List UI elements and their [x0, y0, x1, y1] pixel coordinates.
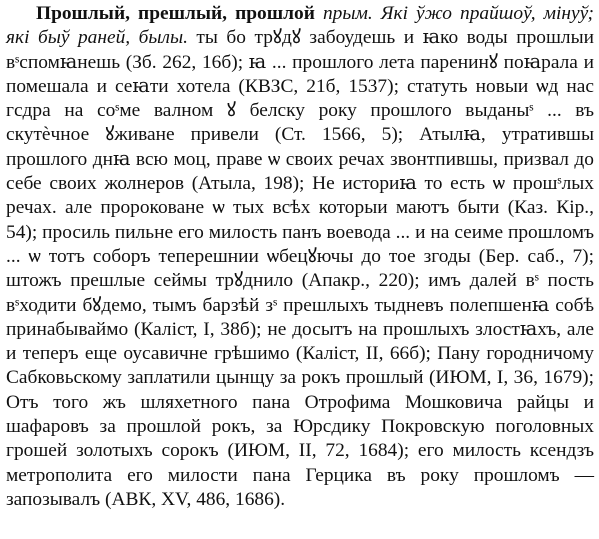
gloss-russian: былы.: [138, 27, 188, 49]
gloss-belarusian: Які ўжо прайшоў, мінуў; які быў раней,: [6, 3, 594, 49]
dictionary-entry: [6, 2, 594, 512]
entry-citations: ты бо трꙋдꙋ забоудешь и ꙗко воды прошлыи вˢспомꙗнешь (Зб. 262, 16б); ꙗ ... прошлого лета паренинꙋ поꙗрала и помешала и сеꙗти хотела (КВЗС, 21б, 1537); статуть новыи ѡд нас гсдра на соˢме валном ꙋ белску року прошлого выданыˢ ... въ скутѐчное ꙋживане привели (Ст. 1566, 5); Атылꙗ, утратившы прошлого днꙗ всю моц, праве ѡ своих речах звонтпившы, призвал до себе своих жолнеров (Атыла, 198); Не историꙗ то есть ѡ прошˢлых речах. але пророковане ѡ тых всѣх которыи маютъ быти (Каз. Кір., 54); просиль пильне его милость панъ воевода ... и на сеиме прошломъ ... ѡ тотъ соборъ теперешнии ѡбецꙋючы до тое згоды (Бер. саб., 7); штожъ прешлые сеймы трꙋднило (Апакр., 220); имъ далей вˢ пость вˢходити бꙋдемо, тымъ барзѣй зˢ прешлыхъ тыдневъ полепшенꙗ собѣ принабываймо (Каліст, I, 38б); не досытъ на прошлыхъ злостꙗхъ, але и теперъ еще оусавичне грѣшимо (Каліст, II, 66б); Пану городничому Сабковьскому заплатили цынщу за рокъ прошлый (ИЮМ, I, 36, 1679); Отъ того жъ шляхетного пана Отрофима Мошковича райцы и шафаровъ за прошлой рокъ, за Юрсдику Покровскую поголовных грошей золотыхъ сорокъ (ИЮМ, II, 72, 1684); его милость ксендзъ метрополита его милости пана Герцика въ року прошломъ — запозывалъ (АВК, XV, 486, 1686).: [6, 27, 594, 510]
headword: Прошлый, прешлый, прошлой: [36, 3, 315, 24]
part-of-speech: прым.: [322, 3, 373, 24]
